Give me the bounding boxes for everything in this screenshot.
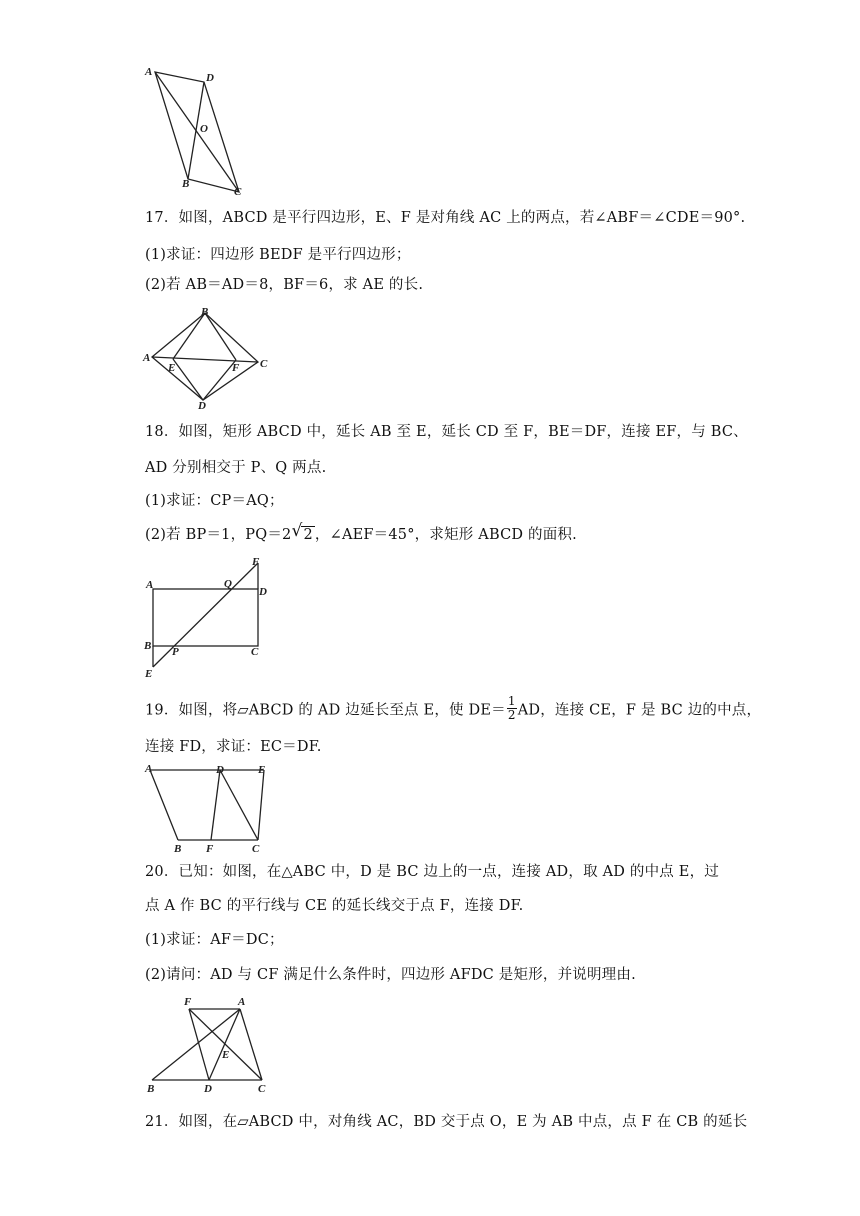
question-17-part-2: (2)若 AB＝AD＝8，BF＝6，求 AE 的长. [145, 277, 424, 293]
figure-20-label-f: F [184, 996, 192, 1008]
figure-19-segment-ec [258, 770, 264, 840]
figure-16-label-o: O [200, 123, 208, 135]
question-18-stem-line-2: AD 分别相交于 P、Q 两点. [145, 460, 327, 476]
question-18-stem-line-1: 18．如图，矩形 ABCD 中，延长 AB 至 E，延长 CD 至 F，BE＝DF，连接 EF，与 BC、 [145, 424, 748, 440]
fraction-numerator: 1 [507, 694, 516, 708]
figure-17-outline [152, 313, 258, 400]
figure-18-label-d: D [259, 586, 267, 598]
figure-18-label-f: F [252, 556, 260, 568]
figure-16-label-c: C [234, 186, 242, 198]
figure-16-label-b: B [182, 178, 190, 190]
figure-16-label-d: D [206, 72, 214, 84]
figure-17-label-f: F [232, 362, 240, 374]
question-19-text-after-fraction: AD，连接 CE，F 是 BC 边的中点， [517, 702, 762, 719]
figure-rectangle-18 [140, 555, 270, 680]
question-18-part-2 [145, 525, 577, 545]
figure-20-svg [140, 992, 280, 1097]
fraction-denominator: 2 [507, 708, 516, 722]
question-21-stem-line-1: 21．如图，在▱ABCD 中，对角线 AC，BD 交于点 O，E 为 AB 中点，点 F 在 CB 的延长 [145, 1114, 748, 1130]
figure-17-label-e: E [168, 362, 176, 374]
question-19-stem-line-1 [145, 694, 762, 724]
figure-19-segment-df [211, 770, 220, 840]
figure-19-label-a: A [145, 763, 153, 775]
figure-rhombus-17 [140, 305, 280, 410]
figure-17-label-b: B [201, 306, 209, 318]
figure-parallelogram-abcd-16 [140, 62, 260, 202]
question-20-part-2: (2)请问：AD 与 CF 满足什么条件时，四边形 AFDC 是矩形，并说明理由. [145, 967, 636, 983]
figure-20-label-e: E [222, 1049, 230, 1061]
figure-16-diagonal-ac [155, 72, 239, 192]
sqrt-radicand: 2 [303, 527, 313, 543]
figure-18-svg [140, 555, 270, 680]
figure-17-svg [140, 305, 280, 410]
figure-parallelogram-19 [140, 760, 275, 855]
figure-19-segment-ab [150, 770, 178, 840]
figure-20-label-c: C [258, 1083, 266, 1095]
figure-20-segment-fd [189, 1009, 209, 1080]
figure-17-label-a: A [143, 352, 151, 364]
figure-19-label-f: F [206, 843, 214, 855]
question-17-stem: 17．如图，ABCD 是平行四边形，E、F 是对角线 AC 上的两点，若∠ABF＝∠CDE＝90°. [145, 210, 746, 226]
figure-17-segment-de [173, 359, 203, 400]
question-20-part-1: (1)求证：AF＝DC； [145, 932, 284, 948]
question-17-part-1: (1)求证：四边形 BEDF 是平行四边形； [145, 247, 411, 263]
sqrt-symbol [292, 525, 314, 545]
figure-18-label-c: C [251, 646, 259, 658]
question-19-text-before-fraction: 19．如图，将▱ABCD 的 AD 边延长至点 E，使 DE＝ [145, 702, 506, 719]
figure-18-segment-ef [153, 563, 258, 667]
question-18-part-2-tail: ，∠AEF＝45°，求矩形 ABCD 的面积. [314, 527, 577, 543]
question-18-part-2-text: (2)若 BP＝1，PQ＝2 [145, 527, 292, 543]
figure-17-label-c: C [260, 358, 268, 370]
question-18-part-1: (1)求证：CP＝AQ； [145, 493, 284, 509]
figure-19-label-e: E [258, 764, 266, 776]
figure-20-label-a: A [238, 996, 246, 1008]
figure-19-svg [140, 760, 275, 855]
figure-19-label-d: D [216, 764, 224, 776]
figure-triangle-20 [140, 992, 280, 1097]
question-20-stem-line-1: 20．已知：如图，在△ABC 中，D 是 BC 边上的一点，连接 AD，取 AD 的中点 E，过 [145, 864, 719, 880]
figure-19-label-b: B [174, 843, 182, 855]
figure-20-label-b: B [147, 1083, 155, 1095]
figure-18-label-q: Q [224, 578, 232, 590]
figure-19-segment-dc [220, 770, 258, 840]
figure-18-label-p: P [172, 646, 179, 658]
figure-18-label-e: E [145, 668, 153, 680]
figure-20-segment-ad [209, 1009, 240, 1080]
figure-18-label-a: A [146, 579, 154, 591]
figure-18-label-b: B [144, 640, 152, 652]
figure-20-label-d: D [204, 1083, 212, 1095]
figure-16-svg [140, 62, 260, 202]
figure-16-label-a: A [145, 66, 153, 78]
question-19-stem-line-2: 连接 FD，求证：EC＝DF. [145, 739, 322, 755]
figure-17-label-d: D [198, 400, 206, 412]
figure-20-segment-ba [152, 1009, 240, 1080]
fraction-one-half [507, 695, 517, 722]
figure-19-label-c: C [252, 843, 260, 855]
question-20-stem-line-2: 点 A 作 BC 的平行线与 CE 的延长线交于点 F，连接 DF. [145, 898, 524, 914]
figure-18-rectangle [153, 589, 258, 646]
